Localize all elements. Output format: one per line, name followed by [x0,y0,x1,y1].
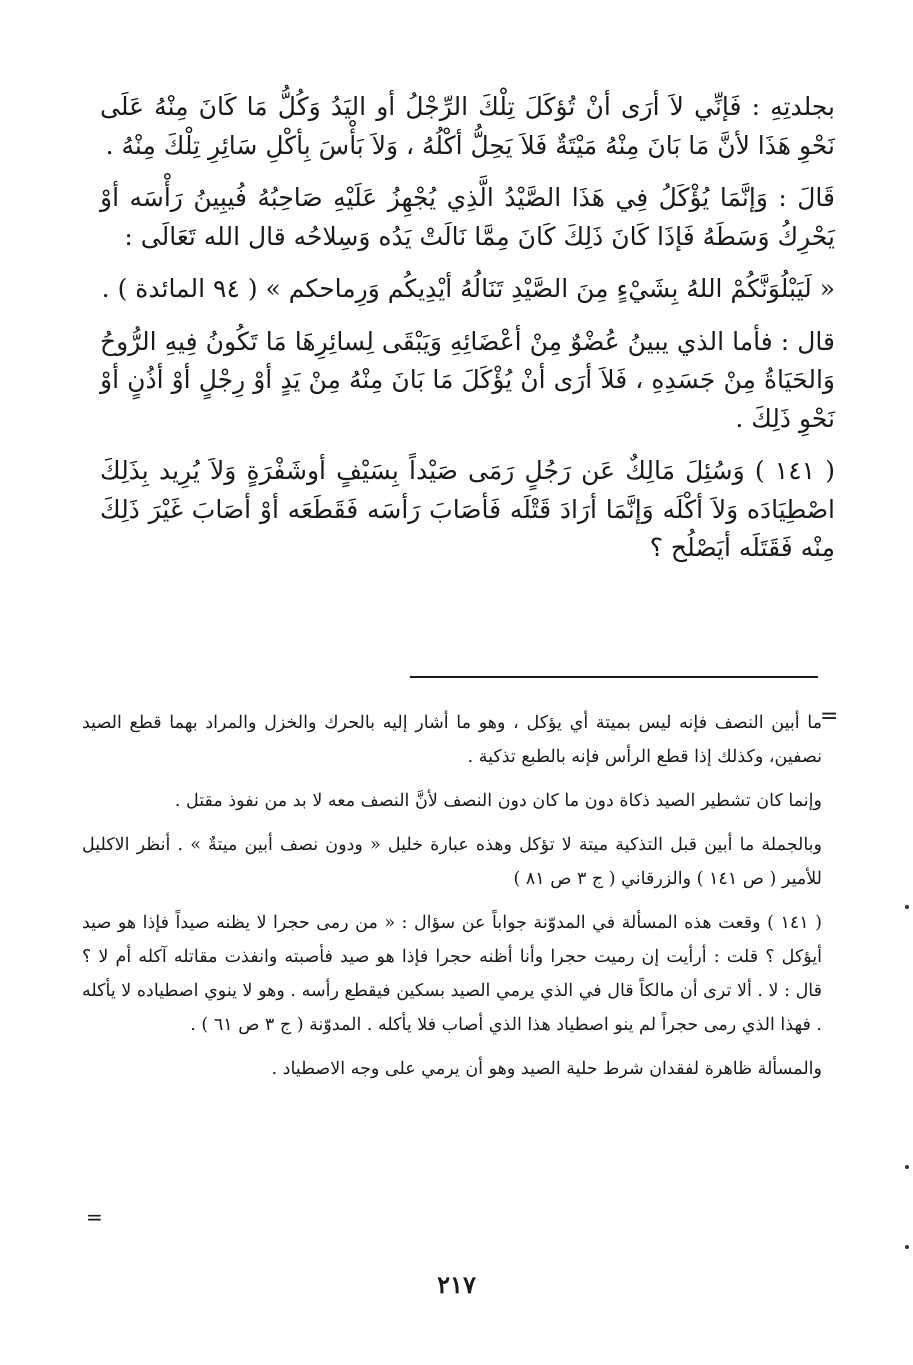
quran-quote: « لَيَبْلُوَنَّكُمْ اللهُ بِشَيْءٍ مِنَ الصَّيْدِ تَنَالُهُ أيْدِيكُم وَرِماحكم » ( ٩٤ المائدة ) . [101,274,835,303]
main-paragraph: بجلدتِهِ : فَإنِّي لاَ أرَى أنْ تُؤكَلَ تِلْكَ الرِّجْلُ أو اليَدُ وَكُلُّ مَا كَانَ مِنْهُ عَلَى نَحْوِ هَذَا لأنَّ مَا بَانَ مِنْهُ مَيْتَةٌ فَلاَ يَحِلُّ أكْلُهُ ، وَلاَ بَأْسَ بِأكْلِ سَائِرِ تِلْكَ مِنْهُ . [100,92,835,160]
footnote-separator [410,676,818,678]
footnotes [82,706,822,1096]
continuation-mark: = [820,704,839,729]
footnote-paragraph: والمسألة ظاهرة لفقدان شرط حلية الصيد وهو أن يرمي على وجه الاصطياد . [271,1059,822,1079]
footnote-paragraph: وبالجملة ما أبين قبل التذكية ميتة لا تؤكل وهذه عبارة خليل « ودون نصف أبين ميتةٌ » . أنظر الاكليل للأمير ( ص ١٤١ ) والزرقاني ( ج ٣ ص ٨١ ) [82,835,822,889]
scan-speck [905,1245,909,1249]
continuation-mark-end: = [86,1205,103,1229]
page-number: ٢١٧ [437,1270,476,1299]
main-paragraph-141: ( ١٤١ ) وَسُئِلَ مَالِكٌ عَن رَجُلٍ رَمَى صَيْداً بِسَيْفٍ أوشَفْرَةٍ وَلاَ يُرِيد بِذَلِكَ اصْطِيَادَه وَلاَ أكْلَه وَإنَّمَا أرَادَ قَتْلَه فَأصَابَ رَأسَه فَقَطَعَه أوْ أصَابَ غَيْرَ ذَلِكَ مِنْه فَقَتَلَه أيَصْلُح ؟ [100,456,835,562]
scan-speck [905,1165,909,1169]
scan-speck [905,905,909,909]
main-paragraph: قَالَ : وَإنَّمَا يُؤْكَلُ فِي هَذَا الصَّيْدُ الَّذِي يُجْهِزُ عَلَيْهِ صَاحِبُهُ فُيبِينُ رَأْسَه أوْ يَحْرِكُ وَسَطَهُ فَإذَا كَانَ ذَلِكَ كَانَ مِمَّا نَالَتْ يَدُه وَسِلاحُه قال الله تَعَالَى : [100,183,835,251]
main-text [100,88,835,582]
main-paragraph: قال : فأما الذي يبينُ عُضْوٌ مِنْ أعْضَائِهِ وَيَبْقَى لِسائِرِهَا مَا تَكُونُ فِيهِ الرُّوحُ وَالحَيَاةُ مِنْ جَسَدِهِ ، فَلاَ أرَى أنْ يُؤْكَلَ مَا بَانَ مِنْهُ مِنْ يَدٍ أوْ رِجْلٍ أوْ أذُنٍ أوْ نَحْوِ ذَلِكَ . [100,326,835,433]
footnote-141: ( ١٤١ ) وقعت هذه المسألة في المدوّنة جواباً عن سؤال : « من رمى حجرا لا يظنه صيداً فإذا هو صيد أيؤكل ؟ قلت : أرأيت إن رميت حجرا وأنا أظنه حجرا فإذا هو صيد فأصبته وانفذت مقاتله آكله أم لا ؟ قال : لا . ألا ترى أن مالكاً قال في الذي يرمي الصيد بسكين فيقطع رأسه . وهو لا ينوي اصطياده لا يأكله . فهذا الذي رمى حجراً لم ينو اصطياد هذا الذي أصاب فلا يأكله . المدوّنة ( ج ٣ ص ٦١ ) . [82,913,823,1035]
footnote-paragraph: ما أبين النصف فإنه ليس بميتة أي يؤكل ، وهو ما أشار إليه بالحرك والخزل والمراد بهما قطع الصيد نصفين، وكذلك إذا قطع الرأس فإنه بالطبع تذكية . [82,713,822,767]
footnote-paragraph: وإنما كان تشطير الصيد ذكاة دون ما كان دون النصف لأنَّ النصف معه لا بد من نفوذ مقتل . [174,791,822,811]
